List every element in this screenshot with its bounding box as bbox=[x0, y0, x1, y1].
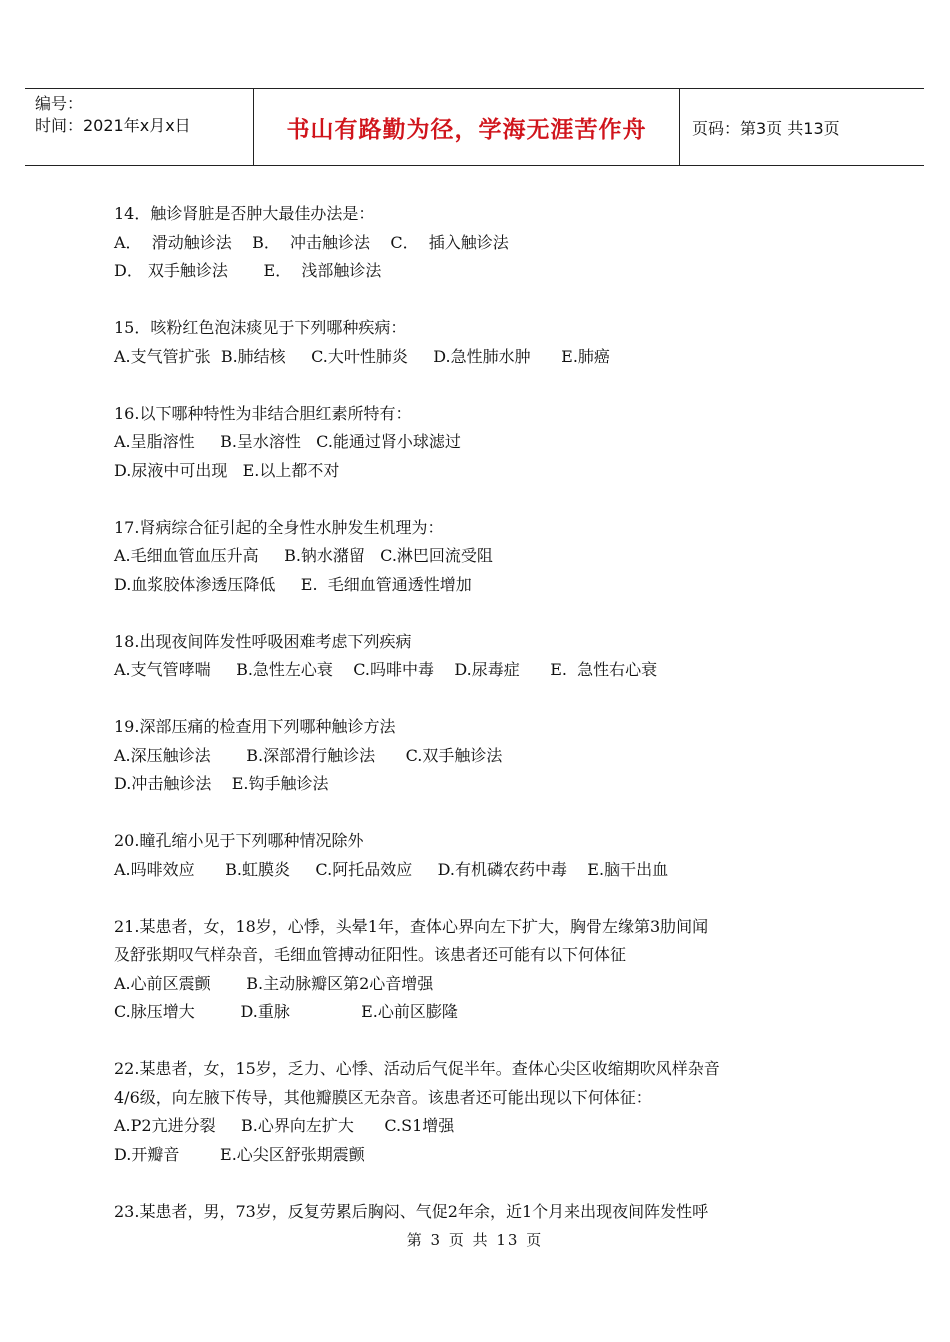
question-line: A.呈脂溶性 B.呈水溶性 C.能通过肾小球滤过 bbox=[114, 432, 461, 451]
question-block bbox=[114, 713, 844, 799]
question-line: A.吗啡效应 B.虹膜炎 C.阿托品效应 D.有机磷农药中毒 E.脑干出血 bbox=[114, 859, 669, 879]
question-block bbox=[114, 314, 844, 371]
question-text: 17.肾病综合征引起的全身性水肿发生机理为： bbox=[114, 517, 444, 537]
question-line: D.尿液中可出现 E.以上都不对 bbox=[114, 460, 340, 480]
question-line: A.毛细血管血压升高 B.钠水潴留 C.淋巴回流受阻 bbox=[114, 546, 493, 565]
question-text: 20.瞳孔缩小见于下列哪种情况除外 bbox=[114, 831, 364, 850]
header-page-info: 页码：第3页 共13页 bbox=[692, 118, 840, 138]
question-block bbox=[114, 1198, 844, 1227]
question-line: 及舒张期叹气样杂音，毛细血管搏动征阳性。该患者还可能有以下何体征 bbox=[114, 945, 627, 964]
header-meta bbox=[25, 89, 254, 165]
question-text: 18.出现夜间阵发性呼吸困难考虑下列疾病 bbox=[114, 631, 412, 651]
header-motto: 书山有路勤为径，学海无涯苦作舟 bbox=[254, 89, 680, 165]
question-line: D.冲击触诊法 E.钩手触诊法 bbox=[114, 774, 329, 793]
question-block bbox=[114, 1055, 844, 1169]
question-block bbox=[114, 827, 844, 884]
question-line: A.支气管扩张 B.肺结核 C.大叶性肺炎 D.急性肺水肿 E.肺癌 bbox=[114, 346, 610, 366]
document-number-label: 编号： bbox=[35, 94, 84, 113]
question-list bbox=[114, 200, 844, 1255]
question-text: 15．咳粉红色泡沫痰见于下列哪种疾病： bbox=[114, 318, 407, 337]
question-text: 21.某患者，女，18岁，心悸，头晕1年，查体心界向左下扩大，胸骨左缘第3肋间闻 bbox=[114, 916, 709, 936]
page-footer: 第 3 页 共 13 页 bbox=[406, 1231, 544, 1249]
question-line: D.开瓣音 E.心尖区舒张期震颤 bbox=[114, 1144, 365, 1164]
question-line: D.血浆胶体渗透压降低 E. 毛细血管通透性增加 bbox=[114, 574, 472, 594]
question-line: A.支气管哮喘 B.急性左心衰 C.吗啡中毒 D.尿毒症 E. 急性右心衰 bbox=[114, 660, 658, 679]
question-text: 22.某患者，女，15岁，乏力、心悸、活动后气促半年。查体心尖区收缩期吹风样杂音 bbox=[114, 1059, 720, 1078]
question-line: A.P2亢进分裂 B.心界向左扩大 C.S1增强 bbox=[114, 1116, 455, 1135]
question-block bbox=[114, 400, 844, 486]
question-text: 23.某患者，男，73岁，反复劳累后胸闷、气促2年余，近1个月来出现夜间阵发性呼 bbox=[114, 1201, 709, 1221]
question-text: 16.以下哪种特性为非结合胆红素所特有： bbox=[114, 403, 412, 423]
document-time-label: 时间：2021年x月x日 bbox=[35, 116, 191, 135]
page-header bbox=[25, 88, 924, 166]
question-line: D． 双手触诊法 E． 浅部触诊法 bbox=[114, 261, 382, 280]
question-block bbox=[114, 200, 844, 286]
question-line: A.心前区震颤 B.主动脉瓣区第2心音增强 bbox=[114, 973, 434, 993]
question-line: C.脉压增大 D.重脉 E.心前区膨隆 bbox=[114, 1002, 458, 1021]
question-line: A.深压触诊法 B.深部滑行触诊法 C.双手触诊法 bbox=[114, 745, 503, 765]
question-block bbox=[114, 913, 844, 1027]
question-text: 14．触诊肾脏是否肿大最佳办法是： bbox=[114, 204, 375, 223]
question-line: 4/6级，向左腋下传导，其他瓣膜区无杂音。该患者还可能出现以下何体征： bbox=[114, 1087, 652, 1107]
question-line: A． 滑动触诊法 B． 冲击触诊法 C． 插入触诊法 bbox=[114, 232, 509, 252]
question-block bbox=[114, 628, 844, 685]
question-text: 19.深部压痛的检查用下列哪种触诊方法 bbox=[114, 717, 396, 736]
question-block bbox=[114, 514, 844, 600]
